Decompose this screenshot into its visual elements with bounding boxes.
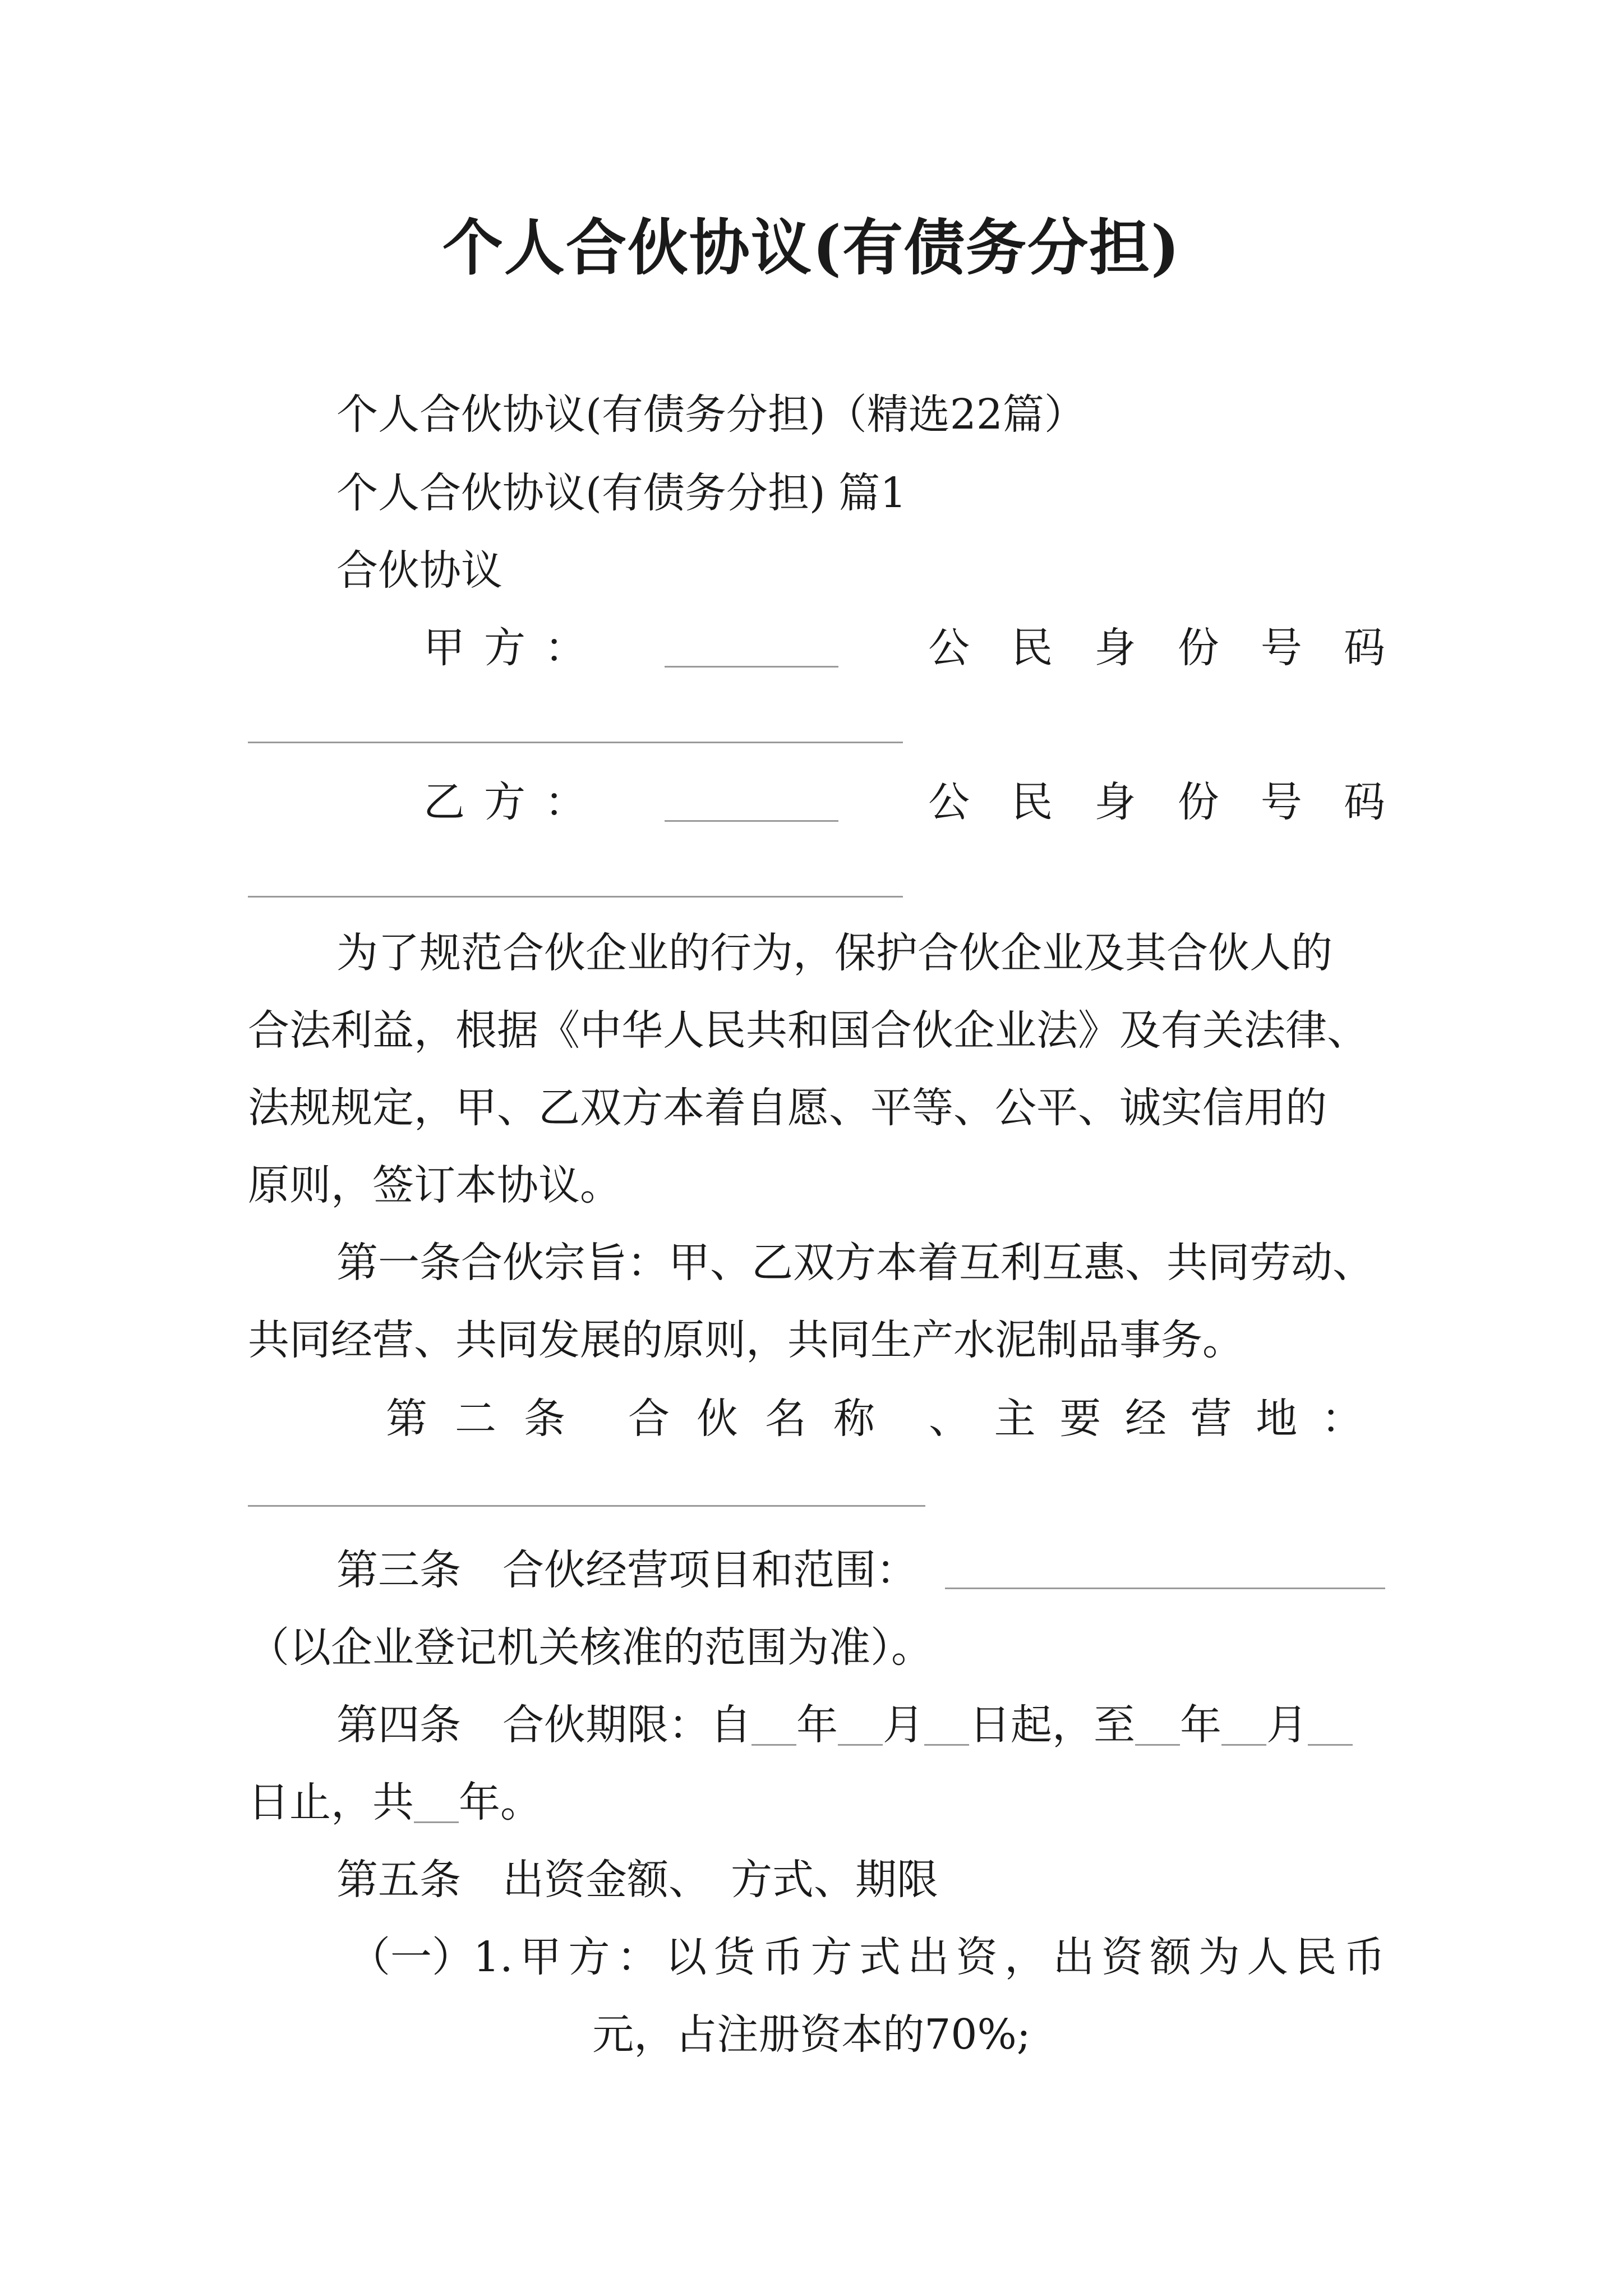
party-b-id-blank [248,896,903,898]
party-b-char: ： [545,778,586,826]
day-blank [1308,1707,1353,1746]
article3-note: （以企业登记机关核准的范围为准）。 [248,1623,933,1672]
subtitle: 个人合伙协议(有债务分担)（精选22篇） [336,390,1086,439]
id-char: 号 [1260,778,1302,826]
years-blank [414,1784,459,1823]
party-a-id-blank [248,742,903,743]
id-char: 身 [1094,778,1136,826]
id-char: 份 [1177,624,1219,672]
article2-number: 第 二 条 [386,1395,565,1443]
article3-label: 第三条 合伙经营项目和范围： [336,1546,917,1594]
id-char: 号 [1260,624,1302,672]
article5-label: 第五条 出资金额、 方式、期限 [336,1856,938,1904]
year-blank [751,1707,796,1746]
article1-line: 第一条合伙宗旨：甲、乙双方本着互利互惠、共同劳动、 [336,1239,1374,1287]
party-a-name-blank [665,666,838,668]
intro-line: 原则，签订本协议。 [248,1161,621,1209]
id-char: 民 [1011,624,1053,672]
month-blank [838,1707,883,1746]
article3-blank [945,1588,1385,1589]
party-b-char: 乙 [423,778,465,826]
id-char: 码 [1343,778,1385,826]
article1-line: 共同经营、共同发展的原则，共同生产水泥制品事务。 [248,1316,1244,1364]
party-a-label [423,624,586,672]
party-a-char: 方 [484,624,525,672]
id-char: 身 [1094,624,1136,672]
party-a-id-label [928,624,1385,672]
intro-line: 为了规范合伙企业的行为，保护合伙企业及其合伙人的 [336,929,1332,977]
party-b-label [423,778,586,826]
id-char: 民 [1011,778,1053,826]
id-char: 公 [928,778,970,826]
section-title: 合伙协议 [336,546,502,595]
party-a-char: 甲 [423,624,465,672]
id-char: 份 [1177,778,1219,826]
intro-line: 法规规定，甲、乙双方本着自愿、平等、公平、诚实信用的 [248,1084,1327,1132]
article5-item1: （一）1. 甲 方 ： 以 货 币 方 式 出 资 ， 出 资 额 为 人 民 币 [349,1933,1385,1981]
party-b-name-blank [665,820,838,822]
id-char: 公 [928,624,970,672]
party-b-id-label [928,778,1385,826]
document-title: 个人合伙协议(有债务分担) [442,213,1181,283]
article2-location: 、 主 要 经 营 地 ： [929,1395,1363,1443]
party-b-char: 方 [484,778,525,826]
article4-line: 第四条 合伙期限：自 年 月 日起，至 年 月 [336,1704,1353,1746]
article2-name: 合 伙 名 称 [628,1395,875,1443]
id-char: 码 [1343,624,1385,672]
article4-line2: 日止，共 年。 [248,1778,542,1826]
article5-item1-line2: 元，占注册资本的70%; [592,2010,1031,2059]
month-blank [1221,1707,1266,1746]
day-blank [924,1707,969,1746]
party-a-char: ： [545,624,586,672]
year-blank [1135,1707,1180,1746]
article2-blank [248,1505,925,1507]
intro-line: 合法利益，根据《中华人民共和国合伙企业法》及有关法律、 [248,1006,1368,1055]
article-heading: 个人合伙协议(有债务分担) 篇1 [336,469,907,517]
